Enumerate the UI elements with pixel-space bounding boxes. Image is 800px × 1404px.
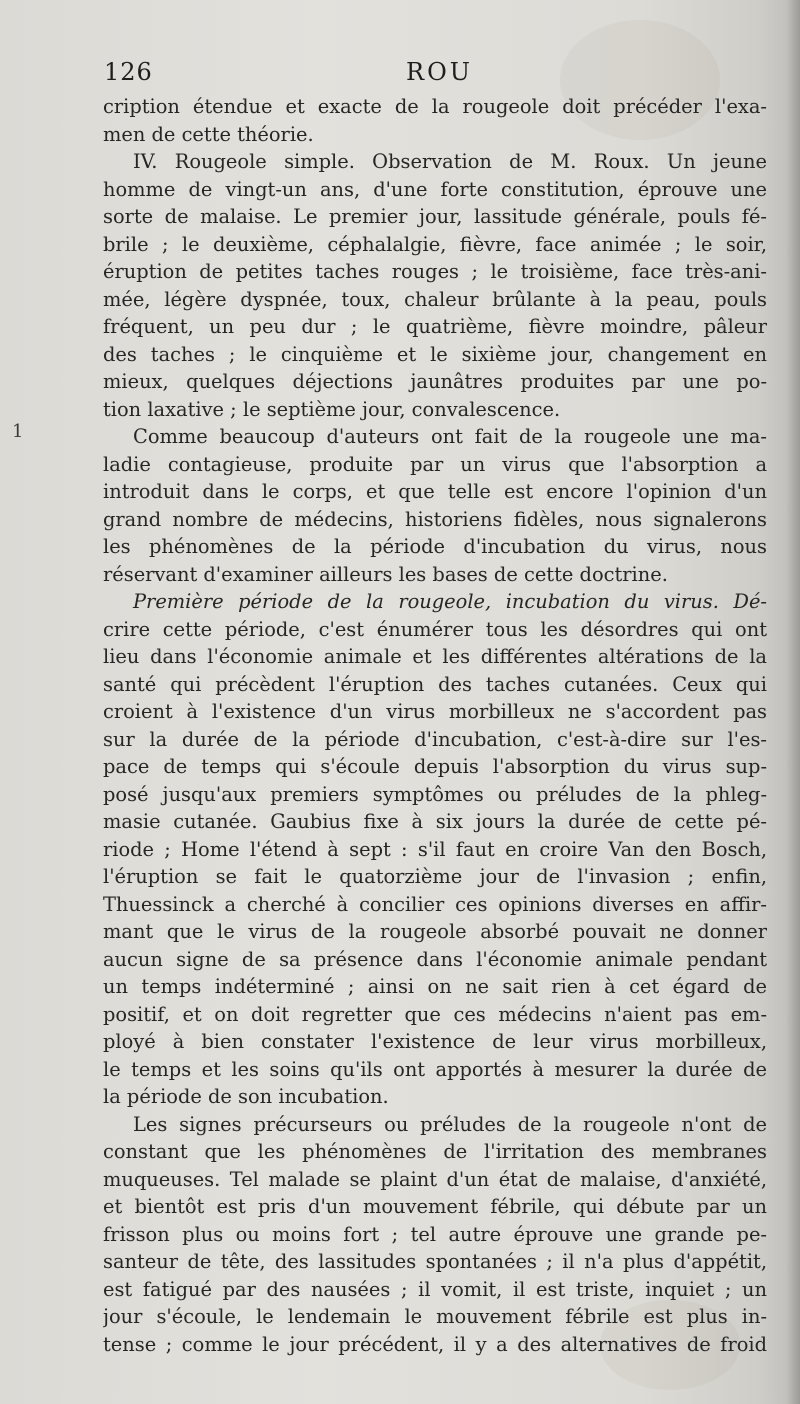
text-line: cription étendue et exacte de la rougeole doit précéder l'exa- bbox=[103, 95, 767, 118]
text-line: des taches ; le cinquième et le sixième jour, changement en bbox=[103, 342, 767, 366]
text-line: aucun signe de sa présence dans l'économie animale pendant bbox=[103, 947, 767, 971]
text-line: est fatigué par des nausées ; il vomit, il est triste, inquiet ; un bbox=[103, 1277, 767, 1301]
text-line: Thuessinck a cherché à concilier ces opinions diverses en affir- bbox=[103, 892, 767, 916]
text-line: sorte de malaise. Le premier jour, lassitude générale, pouls fé- bbox=[103, 205, 767, 228]
body-text bbox=[103, 93, 767, 1358]
text-line: crire cette période, c'est énumérer tous les désordres qui ont bbox=[103, 617, 767, 641]
text-line: un temps indéterminé ; ainsi on ne sait rien à cet égard de bbox=[103, 975, 767, 998]
text-line: mant que le virus de la rougeole absorbé pouvait ne donner bbox=[103, 920, 767, 943]
text-line: muqueuses. Tel malade se plaint d'un état de malaise, d'anxiété, bbox=[103, 1167, 767, 1191]
text-line: introduit dans le corps, et que telle est encore l'opinion d'un bbox=[103, 480, 767, 503]
text-line: le temps et les soins qu'ils ont apportés à mesurer la durée de bbox=[103, 1057, 767, 1081]
text-line: Première période de la rougeole, incubation du virus. Dé- bbox=[133, 590, 767, 613]
text-line: positif, et on doit regretter que ces médecins n'aient pas em- bbox=[103, 1002, 767, 1026]
text-line: homme de vingt-un ans, d'une forte constitution, éprouve une bbox=[103, 177, 767, 201]
text-line: Comme beaucoup d'auteurs ont fait de la rougeole une ma- bbox=[133, 425, 767, 448]
text-line: croient à l'existence d'un virus morbilleux ne s'accordent pas bbox=[103, 700, 767, 723]
text-line: tense ; comme le jour précédent, il y a des alternatives de froid bbox=[103, 1332, 767, 1356]
text-line: et bientôt est pris d'un mouvement fébrile, qui débute par un bbox=[103, 1195, 767, 1218]
text-line: santeur de tête, des lassitudes spontanées ; il n'a plus d'appétit, bbox=[103, 1250, 767, 1273]
text-line: ployé à bien constater l'existence de leur virus morbilleux, bbox=[103, 1030, 767, 1053]
text-line: riode ; Home l'étend à sept : s'il faut en croire Van den Bosch, bbox=[103, 837, 767, 861]
text-line: mée, légère dyspnée, toux, chaleur brûlante à la peau, pouls bbox=[103, 287, 767, 311]
text-line: jour s'écoule, le lendemain le mouvement fébrile est plus in- bbox=[103, 1305, 767, 1328]
text-line: réservant d'examiner ailleurs les bases de cette doctrine. bbox=[103, 562, 668, 586]
running-head bbox=[104, 58, 764, 92]
text-line: brile ; le deuxième, céphalalgie, fièvre, face animée ; le soir, bbox=[103, 232, 767, 256]
text-line: men de cette théorie. bbox=[103, 122, 314, 146]
text-line: posé jusqu'aux premiers symptômes ou préludes de la phleg- bbox=[103, 782, 767, 806]
text-line: masie cutanée. Gaubius fixe à six jours la durée de cette pé- bbox=[103, 810, 767, 833]
text-line: grand nombre de médecins, historiens fidèles, nous signalerons bbox=[103, 507, 767, 531]
page-number: 126 bbox=[104, 58, 153, 86]
text-line: IV. Rougeole simple. Observation de M. Roux. Un jeune bbox=[133, 150, 767, 173]
text-line: fréquent, un peu dur ; le quatrième, fièvre moindre, pâleur bbox=[103, 315, 767, 338]
text-line: pace de temps qui s'écoule depuis l'absorption du virus sup- bbox=[103, 755, 767, 778]
text-line: sur la durée de la période d'incubation, c'est-à-dire sur l'es- bbox=[103, 727, 767, 751]
text-line: lieu dans l'économie animale et les différentes altérations de la bbox=[103, 645, 767, 668]
text-line: Les signes précurseurs ou préludes de la rougeole n'ont de bbox=[133, 1112, 767, 1136]
text-line: l'éruption se fait le quatorzième jour de l'invasion ; enfin, bbox=[103, 865, 767, 888]
text-line: éruption de petites taches rouges ; le troisième, face très-ani- bbox=[103, 260, 767, 283]
running-title: ROU bbox=[406, 58, 473, 86]
text-line: les phénomènes de la période d'incubation du virus, nous bbox=[103, 535, 767, 558]
text-line: constant que les phénomènes de l'irritation des membranes bbox=[103, 1140, 767, 1163]
text-line: santé qui précèdent l'éruption des taches cutanées. Ceux qui bbox=[103, 672, 767, 696]
page-edge-shadow bbox=[786, 0, 800, 1404]
text-line: tion laxative ; le septième jour, convalescence. bbox=[103, 397, 561, 421]
text-line: mieux, quelques déjections jaunâtres produites par une po- bbox=[103, 370, 767, 393]
margin-note: 1 bbox=[12, 421, 24, 442]
text-line: la période de son incubation. bbox=[103, 1085, 389, 1108]
text-line: frisson plus ou moins fort ; tel autre éprouve une grande pe- bbox=[103, 1222, 767, 1246]
text-line: ladie contagieuse, produite par un virus que l'absorption a bbox=[103, 452, 767, 476]
